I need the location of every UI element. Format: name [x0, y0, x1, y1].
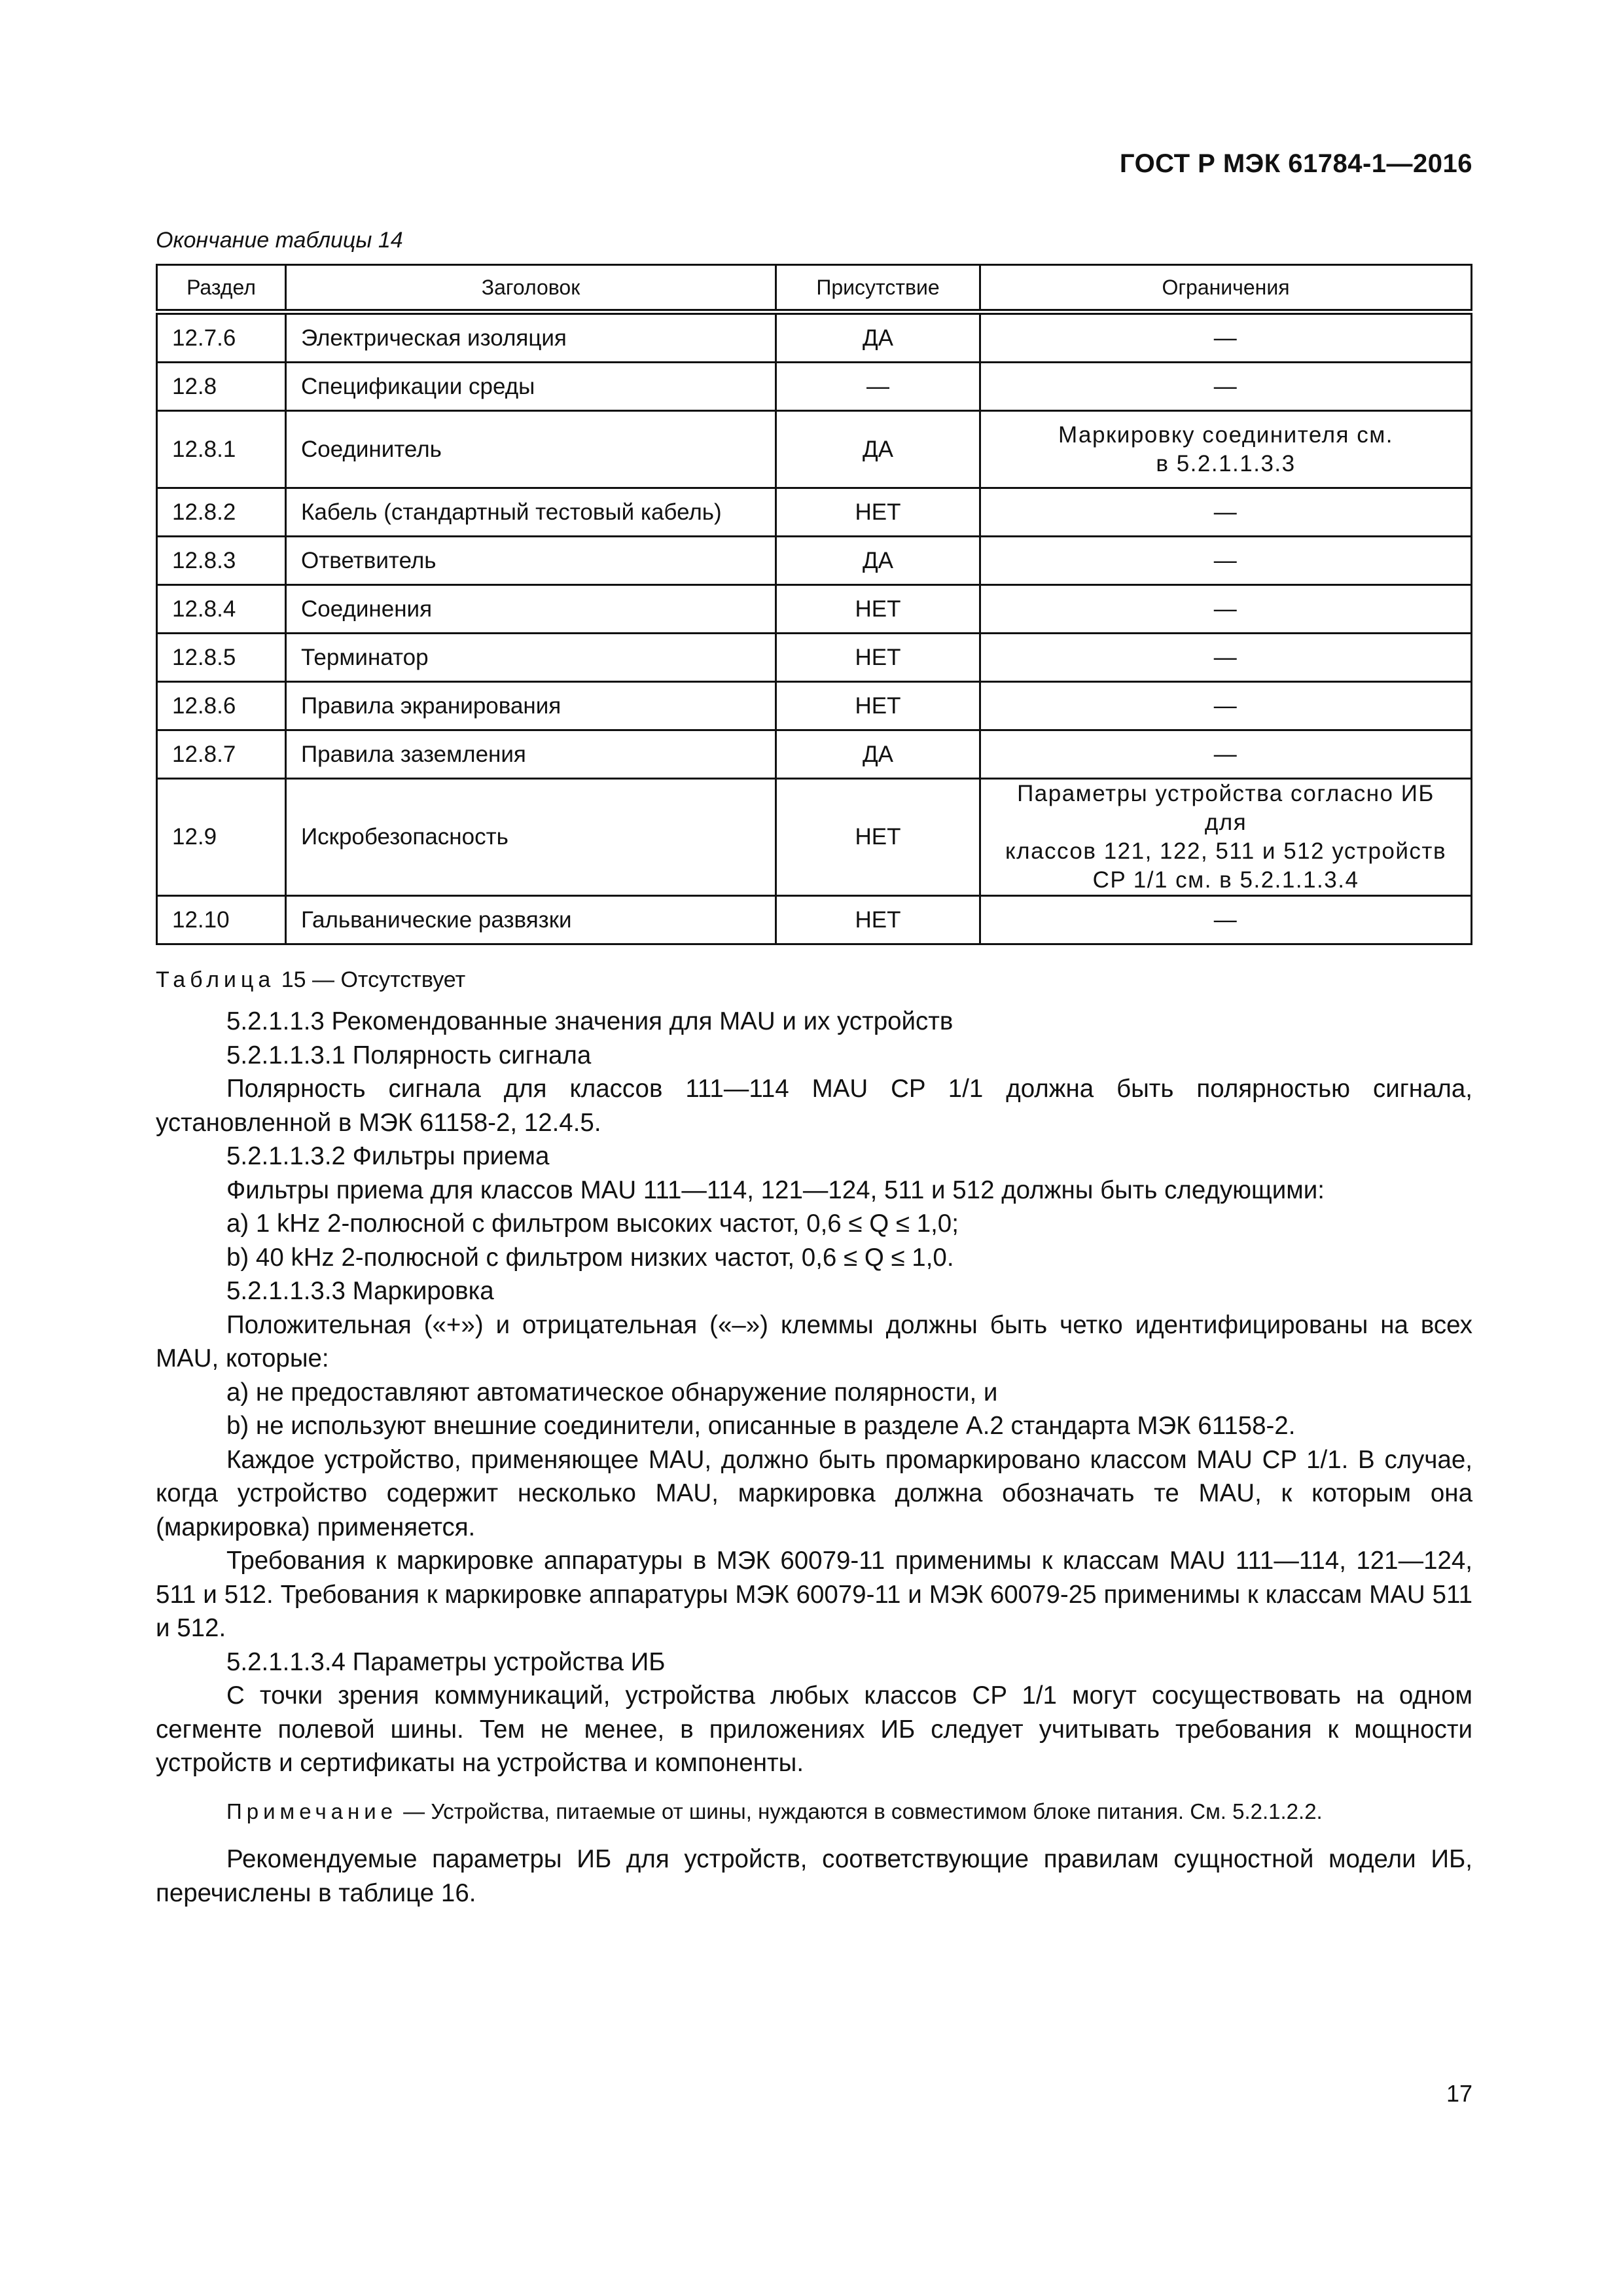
paragraph: Каждое устройство, применяющее MAU, должно быть промаркировано классом MAU CP 1/1. В случае, когда устройство содержит несколько MAU, маркировка должна обозначать те MAU, к которым она (маркировка) применяется. — [156, 1445, 1472, 1541]
cell-limits: — — [980, 682, 1472, 730]
column-header-limits: Ограничения — [980, 265, 1472, 312]
paragraph: Требования к маркировке аппаратуры в МЭК 60079-11 применимы к классам MAU 111—114, 121—124, 511 и 512. Требования к маркировке аппаратуры МЭК 60079-11 и МЭК 60079-25 применимы к классам MAU 511 и 512. — [156, 1547, 1472, 1642]
cell-presence: ДА — [776, 312, 980, 363]
column-header-section: Раздел — [157, 265, 286, 312]
cell-presence: НЕТ — [776, 896, 980, 944]
cell-limits-line: CP 1/1 см. в 5.2.1.1.3.4 — [1092, 867, 1359, 893]
cell-limits-line: в 5.2.1.1.3.3 — [1156, 450, 1296, 476]
cell-section: 12.7.6 — [157, 312, 286, 363]
table-continuation-label: Окончание таблицы 14 — [156, 228, 403, 253]
paragraph: Положительная («+») и отрицательная («–») клеммы должны быть четко идентифицированы на всех MAU, которые: — [156, 1310, 1472, 1372]
cell-limits: — — [980, 730, 1472, 779]
table-row — [157, 363, 1472, 411]
table-row — [157, 682, 1472, 730]
cell-limits-line: Параметры устройства согласно ИБ для — [1017, 781, 1435, 835]
cell-presence: НЕТ — [776, 585, 980, 634]
section-heading: 5.2.1.1.3.3 Маркировка — [226, 1277, 494, 1305]
table-row — [157, 312, 1472, 363]
cell-presence: НЕТ — [776, 634, 980, 682]
cell-title: Спецификации среды — [286, 363, 776, 411]
cell-section: 12.8.2 — [157, 488, 286, 537]
section-heading: 5.2.1.1.3.2 Фильтры приема — [226, 1142, 550, 1170]
column-header-presence: Присутствие — [776, 265, 980, 312]
table-15-text: 15 — Отсутствует — [281, 967, 466, 992]
list-item: b) 40 kHz 2-полюсной с фильтром низких частот, 0,6 ≤ Q ≤ 1,0. — [226, 1243, 954, 1272]
cell-presence: НЕТ — [776, 682, 980, 730]
cell-presence: НЕТ — [776, 779, 980, 896]
cell-section: 12.8.6 — [157, 682, 286, 730]
body-text — [156, 1005, 1472, 1910]
cell-section: 12.10 — [157, 896, 286, 944]
cell-title: Искробезопасность — [286, 779, 776, 896]
cell-section: 12.8.1 — [157, 411, 286, 488]
table-row — [157, 634, 1472, 682]
cell-title: Гальванические развязки — [286, 896, 776, 944]
paragraph: Полярность сигнала для классов 111—114 MAU CP 1/1 должна быть полярностью сигнала, установленной в МЭК 61158-2, 12.4.5. — [156, 1075, 1472, 1137]
table-row — [157, 896, 1472, 944]
column-header-title: Заголовок — [286, 265, 776, 312]
cell-limits: — — [980, 363, 1472, 411]
cell-title: Соединения — [286, 585, 776, 634]
note-text: — Устройства, питаемые от шины, нуждаются в совместимом блоке питания. См. 5.2.1.2.2. — [397, 1799, 1323, 1823]
cell-presence: НЕТ — [776, 488, 980, 537]
list-item: b) не используют внешние соединители, описанные в разделе А.2 стандарта МЭК 61158-2. — [226, 1412, 1296, 1440]
cell-presence: — — [776, 363, 980, 411]
cell-limits: — — [980, 312, 1472, 363]
section-heading: 5.2.1.1.3.1 Полярность сигнала — [226, 1041, 592, 1069]
cell-presence: ДА — [776, 730, 980, 779]
note — [156, 1795, 1472, 1829]
cell-title: Правила экранирования — [286, 682, 776, 730]
cell-limits-line: классов 121, 122, 511 и 512 устройств — [1005, 838, 1447, 864]
cell-limits: — — [980, 896, 1472, 944]
paragraph: Рекомендуемые параметры ИБ для устройств, соответствующие правилам сущностной модели ИБ, перечислены в таблице 16. — [156, 1845, 1472, 1907]
cell-title: Электрическая изоляция — [286, 312, 776, 363]
table-row — [157, 411, 1472, 488]
note-label: Примечание — [226, 1799, 398, 1823]
cell-section: 12.9 — [157, 779, 286, 896]
cell-limits — [980, 411, 1472, 488]
cell-section: 12.8 — [157, 363, 286, 411]
cell-title: Ответвитель — [286, 537, 776, 585]
table-15-caption — [156, 967, 465, 993]
table-header-row — [157, 265, 1472, 312]
cell-limits-line: Маркировку соединителя см. — [1058, 422, 1394, 448]
table-row — [157, 730, 1472, 779]
cell-limits: — — [980, 537, 1472, 585]
document-code: ГОСТ Р МЭК 61784-1—2016 — [1119, 149, 1472, 178]
list-item: а) 1 kHz 2-полюсной с фильтром высоких частот, 0,6 ≤ Q ≤ 1,0; — [226, 1210, 959, 1238]
section-heading: 5.2.1.1.3.4 Параметры устройства ИБ — [226, 1647, 666, 1676]
cell-section: 12.8.5 — [157, 634, 286, 682]
cell-section: 12.8.3 — [157, 537, 286, 585]
paragraph: С точки зрения коммуникаций, устройства любых классов CP 1/1 могут сосуществовать на одном сегменте полевой шины. Тем не менее, в приложениях ИБ следует учитывать требования к мощности устройств и сертификаты на устройства и компоненты. — [156, 1681, 1472, 1777]
table-row — [157, 537, 1472, 585]
table-row — [157, 585, 1472, 634]
paragraph: Фильтры приема для классов MAU 111—114, 121—124, 511 и 512 должны быть следующими: — [226, 1175, 1325, 1204]
cell-title: Правила заземления — [286, 730, 776, 779]
cell-title: Терминатор — [286, 634, 776, 682]
cell-section: 12.8.7 — [157, 730, 286, 779]
cell-limits — [980, 779, 1472, 896]
cell-limits: — — [980, 488, 1472, 537]
table-row — [157, 779, 1472, 896]
cell-presence: ДА — [776, 411, 980, 488]
cell-limits: — — [980, 585, 1472, 634]
table-14 — [156, 264, 1472, 945]
table-15-label: Таблица — [156, 967, 276, 992]
table-row — [157, 488, 1472, 537]
cell-section: 12.8.4 — [157, 585, 286, 634]
cell-title: Кабель (стандартный тестовый кабель) — [286, 488, 776, 537]
section-heading: 5.2.1.1.3 Рекомендованные значения для MAU и их устройств — [226, 1007, 954, 1035]
cell-title: Соединитель — [286, 411, 776, 488]
cell-limits: — — [980, 634, 1472, 682]
page-number: 17 — [1446, 2080, 1472, 2107]
cell-presence: ДА — [776, 537, 980, 585]
list-item: а) не предоставляют автоматическое обнаружение полярности, и — [226, 1378, 998, 1407]
